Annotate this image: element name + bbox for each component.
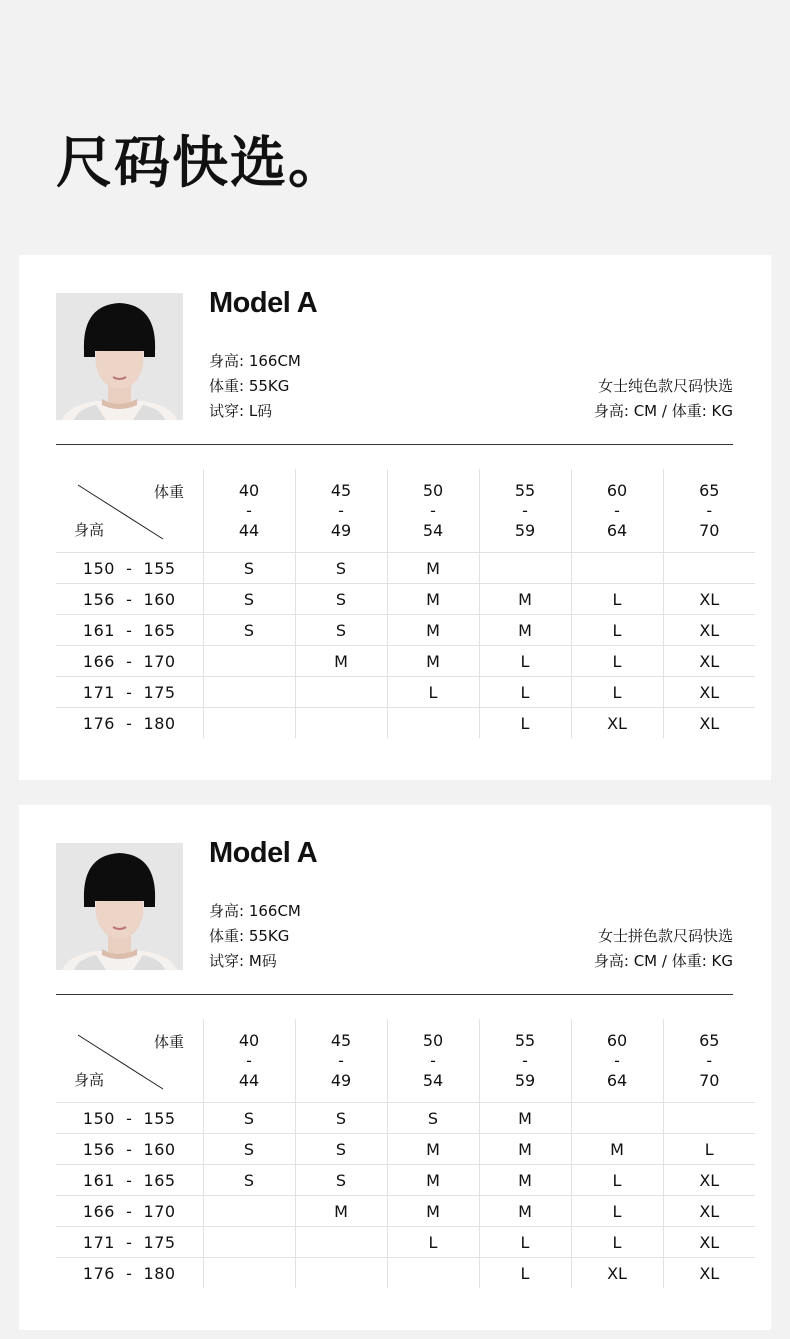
size-cell: L (387, 1227, 479, 1258)
size-cell: M (387, 1196, 479, 1227)
size-cell (203, 646, 295, 677)
model-height: 身高: 166CM (209, 352, 301, 370)
model-height: 身高: 166CM (209, 902, 301, 920)
weight-range-header (295, 469, 387, 553)
weight-range-from: 55 (514, 1030, 536, 1050)
size-cell: L (571, 1227, 663, 1258)
model-photo (56, 843, 183, 970)
size-cell: XL (571, 1258, 663, 1289)
height-axis-label: 身高 (74, 1071, 105, 1089)
size-cell (203, 677, 295, 708)
size-cell: L (571, 677, 663, 708)
size-cell: L (479, 646, 571, 677)
corner-cell (56, 469, 203, 553)
size-cell (203, 1196, 295, 1227)
weight-range-to: 70 (699, 1070, 720, 1090)
weight-range-sep: - (430, 1050, 436, 1070)
weight-range-sep: - (338, 1050, 344, 1070)
table-row (56, 1196, 755, 1227)
size-cell (203, 708, 295, 739)
model-photo (56, 293, 183, 420)
size-cell: L (571, 584, 663, 615)
weight-range-sep: - (522, 500, 528, 520)
size-cell: L (479, 1227, 571, 1258)
size-cell: S (387, 1103, 479, 1134)
size-table (56, 469, 755, 738)
size-cell: M (479, 1165, 571, 1196)
table-row (56, 677, 755, 708)
weight-axis-label: 体重 (153, 1033, 184, 1051)
weight-range-header (203, 469, 295, 553)
size-cell: S (295, 1165, 387, 1196)
size-cell (663, 1103, 755, 1134)
size-cell: L (663, 1134, 755, 1165)
size-cell: S (203, 1165, 295, 1196)
height-axis-label: 身高 (74, 521, 105, 539)
size-cell: XL (663, 584, 755, 615)
weight-axis-label: 体重 (153, 483, 184, 501)
size-cell: M (571, 1134, 663, 1165)
weight-range-from: 65 (699, 480, 720, 500)
height-range-cell: 150 - 155 (56, 1103, 203, 1134)
page-title: 尺码快选。 (56, 131, 346, 196)
weight-range-to: 59 (514, 520, 536, 540)
table-row (56, 1103, 755, 1134)
size-cell: L (571, 615, 663, 646)
weight-range-sep: - (246, 500, 252, 520)
weight-range-sep: - (614, 1050, 620, 1070)
size-card-solid (19, 255, 771, 780)
weight-range-from: 65 (699, 1030, 720, 1050)
size-cell: M (295, 1196, 387, 1227)
size-cell (663, 553, 755, 584)
size-cell: M (387, 553, 479, 584)
height-range-cell: 171 - 175 (56, 1227, 203, 1258)
size-table-body (56, 469, 755, 738)
size-cell: M (387, 615, 479, 646)
weight-range-from: 45 (330, 1030, 352, 1050)
size-cell (295, 708, 387, 739)
model-name: Model A (209, 287, 318, 319)
weight-range-from: 45 (330, 480, 352, 500)
weight-range-to: 64 (606, 1070, 628, 1090)
table-row (56, 1165, 755, 1196)
weight-range-to: 64 (606, 520, 628, 540)
size-cell: M (479, 615, 571, 646)
size-cell: M (479, 1134, 571, 1165)
height-range-cell: 176 - 180 (82, 1263, 176, 1283)
size-cell (479, 553, 571, 584)
height-range-cell: 150 - 155 (56, 553, 203, 584)
weight-range-header (479, 1019, 571, 1103)
weight-range-header (295, 1019, 387, 1103)
height-range-cell: 171 - 175 (56, 677, 203, 708)
size-cell: M (479, 1103, 571, 1134)
size-cell: XL (663, 708, 755, 739)
size-cell: M (387, 646, 479, 677)
unit-note: 身高: CM / 体重: KG (593, 952, 733, 970)
size-cell: XL (663, 1196, 755, 1227)
weight-range-to: 54 (422, 1070, 444, 1090)
weight-range-header (387, 469, 479, 553)
size-cell: XL (663, 677, 755, 708)
weight-range-sep: - (706, 1050, 713, 1070)
height-range-cell: 156 - 160 (56, 1134, 203, 1165)
size-cell: XL (663, 1258, 755, 1289)
table-row (56, 708, 755, 739)
model-weight: 体重: 55KG (209, 927, 290, 945)
size-table (56, 1019, 755, 1288)
size-cell: M (387, 1165, 479, 1196)
model-tryon-size: 试穿: L码 (209, 402, 273, 420)
style-title: 女士拼色款尺码快选 (597, 927, 733, 945)
weight-range-to: 44 (238, 520, 260, 540)
weight-range-sep: - (706, 500, 713, 520)
size-cell: M (479, 584, 571, 615)
size-cell: L (479, 677, 571, 708)
height-range-cell: 161 - 165 (56, 615, 203, 646)
size-cell (203, 1227, 295, 1258)
table-row (56, 1258, 755, 1289)
weight-range-from: 50 (422, 480, 444, 500)
weight-range-to: 49 (330, 1070, 352, 1090)
weight-range-sep: - (430, 500, 436, 520)
weight-range-header (663, 469, 755, 553)
style-title: 女士纯色款尺码快选 (597, 377, 733, 395)
size-cell: XL (663, 1165, 755, 1196)
size-cell (203, 1258, 295, 1289)
table-row (56, 646, 755, 677)
size-cell: S (203, 1103, 295, 1134)
size-cell (571, 553, 663, 584)
size-cell (295, 1258, 387, 1289)
weight-range-sep: - (614, 500, 620, 520)
size-cell: L (571, 1165, 663, 1196)
size-cell: S (203, 1134, 295, 1165)
height-range-cell: 166 - 170 (56, 1196, 203, 1227)
unit-note: 身高: CM / 体重: KG (593, 402, 733, 420)
weight-range-header (387, 1019, 479, 1103)
table-header-row (56, 469, 755, 553)
height-range-cell: 166 - 170 (56, 646, 203, 677)
size-cell (387, 1258, 479, 1289)
weight-range-header (571, 1019, 663, 1103)
weight-range-from: 40 (238, 1030, 260, 1050)
size-cell: S (203, 553, 295, 584)
size-card-colorblock (19, 805, 771, 1330)
model-weight: 体重: 55KG (209, 377, 290, 395)
weight-range-sep: - (338, 500, 344, 520)
weight-range-from: 40 (238, 480, 260, 500)
size-cell (295, 1227, 387, 1258)
size-cell: S (295, 584, 387, 615)
size-cell: L (479, 708, 571, 739)
weight-range-to: 59 (514, 1070, 536, 1090)
size-cell: S (295, 1134, 387, 1165)
weight-range-from: 60 (606, 480, 628, 500)
divider (56, 444, 733, 445)
size-cell: M (295, 646, 387, 677)
table-row (56, 1227, 755, 1258)
weight-range-sep: - (522, 1050, 528, 1070)
model-tryon-size: 试穿: M码 (209, 952, 277, 970)
table-row (56, 1134, 755, 1165)
weight-range-to: 44 (238, 1070, 260, 1090)
size-cell (571, 1103, 663, 1134)
size-cell: S (295, 553, 387, 584)
size-cell: M (479, 1196, 571, 1227)
table-row (56, 615, 755, 646)
model-name: Model A (209, 837, 318, 869)
size-cell: L (479, 1258, 571, 1289)
size-cell: S (203, 615, 295, 646)
size-cell: M (387, 584, 479, 615)
divider (56, 994, 733, 995)
size-cell: S (295, 615, 387, 646)
size-cell: XL (571, 708, 663, 739)
weight-range-to: 54 (422, 520, 444, 540)
table-header-row (56, 1019, 755, 1103)
size-cell: L (571, 1196, 663, 1227)
size-cell: XL (663, 646, 755, 677)
weight-range-from: 50 (422, 1030, 444, 1050)
height-range-cell: 176 - 180 (82, 713, 176, 733)
weight-range-to: 70 (699, 520, 720, 540)
size-cell: XL (663, 615, 755, 646)
table-row (56, 584, 755, 615)
weight-range-sep: - (246, 1050, 252, 1070)
size-cell: M (387, 1134, 479, 1165)
size-cell: L (387, 677, 479, 708)
size-cell: S (295, 1103, 387, 1134)
weight-range-from: 55 (514, 480, 536, 500)
weight-range-header (663, 1019, 755, 1103)
table-row (56, 553, 755, 584)
height-range-cell: 161 - 165 (56, 1165, 203, 1196)
weight-range-header (571, 469, 663, 553)
size-cell: S (203, 584, 295, 615)
weight-range-header (203, 1019, 295, 1103)
height-range-cell: 156 - 160 (56, 584, 203, 615)
weight-range-header (479, 469, 571, 553)
size-cell: L (571, 646, 663, 677)
weight-range-to: 49 (330, 520, 352, 540)
corner-cell (56, 1019, 203, 1103)
weight-range-from: 60 (606, 1030, 628, 1050)
size-cell (387, 708, 479, 739)
size-table-body (56, 1019, 755, 1288)
size-cell (295, 677, 387, 708)
size-cell: XL (663, 1227, 755, 1258)
